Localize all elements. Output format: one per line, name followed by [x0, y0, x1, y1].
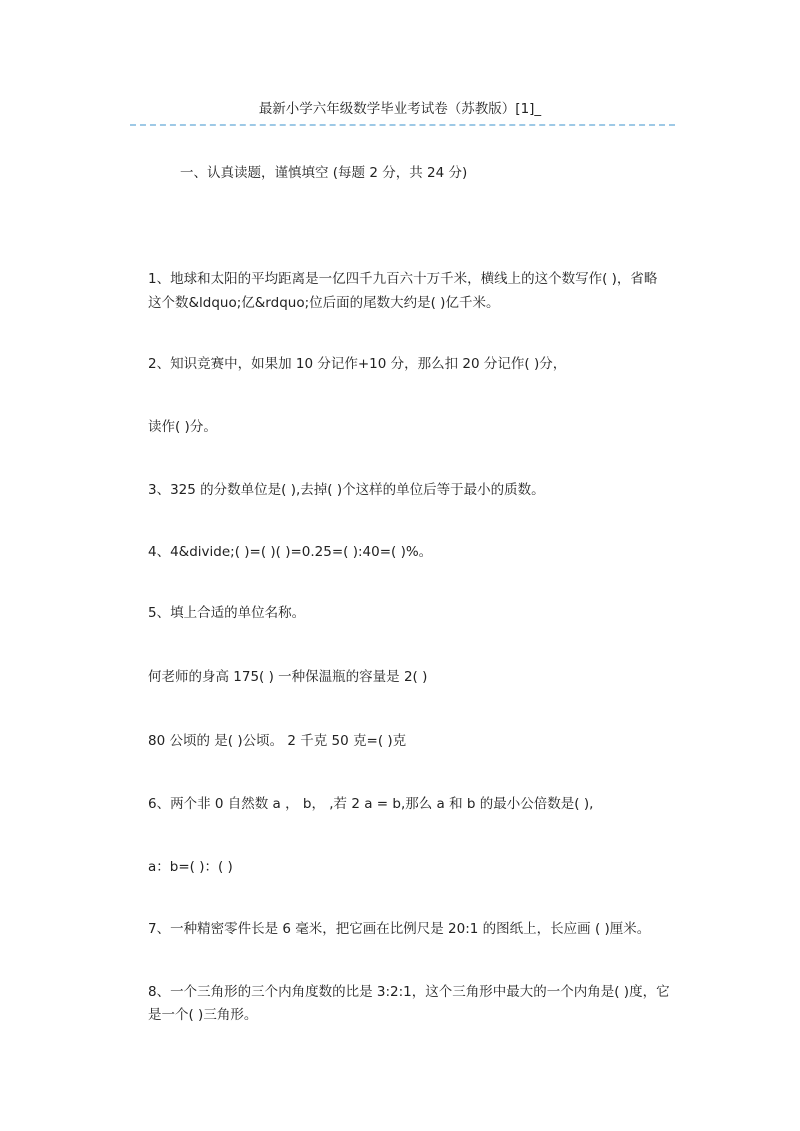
question-8-line-2: 是一个( )三角形。 — [148, 1007, 258, 1023]
question-6-line-1: 6、两个非 0 自然数 a ， b， ,若 2 a = b,那么 a 和 b 的最小公倍数是( ), — [148, 796, 594, 812]
question-5-line-a: 何老师的身高 175( ) 一种保温瓶的容量是 2( ) — [148, 669, 428, 685]
question-8-line-1: 8、一个三角形的三个内角度数的比是 3:2:1，这个三角形中最大的一个内角是( )度，它 — [148, 984, 670, 1000]
document-title: 最新小学六年级数学毕业考试卷（苏教版）[1]_ — [258, 101, 542, 117]
question-5: 5、填上合适的单位名称。 — [148, 605, 306, 621]
question-7: 7、一种精密零件长是 6 毫米，把它画在比例尺是 20:1 的图纸上，长应画 ( )厘米。 — [148, 921, 651, 937]
question-6-line-2: a：b=( )：( ) — [148, 859, 233, 875]
section-heading: 一、认真读题，谨慎填空 (每题 2 分，共 24 分) — [180, 165, 468, 181]
question-5-line-b: 80 公顷的 是( )公顷。 2 千克 50 克=( )克 — [148, 733, 407, 749]
question-3: 3、325 的分数单位是( ),去掉( )个这样的单位后等于最小的质数。 — [148, 482, 545, 498]
question-2-line-2: 读作( )分。 — [148, 419, 217, 435]
title-dashed-rule — [130, 124, 675, 126]
question-4: 4、4&divide;( )=( )( )=0.25=( ):40=( )%。 — [148, 544, 433, 560]
question-2-line-1: 2、知识竞赛中，如果加 10 分记作+10 分，那么扣 20 分记作( )分， — [148, 356, 567, 372]
question-1-line-2: 这个数&ldquo;亿&rdquo;位后面的尾数大约是( )亿千米。 — [148, 295, 500, 311]
question-1-line-1: 1、地球和太阳的平均距离是一亿四千九百六十万千米，横线上的这个数写作( )，省略 — [148, 271, 658, 287]
